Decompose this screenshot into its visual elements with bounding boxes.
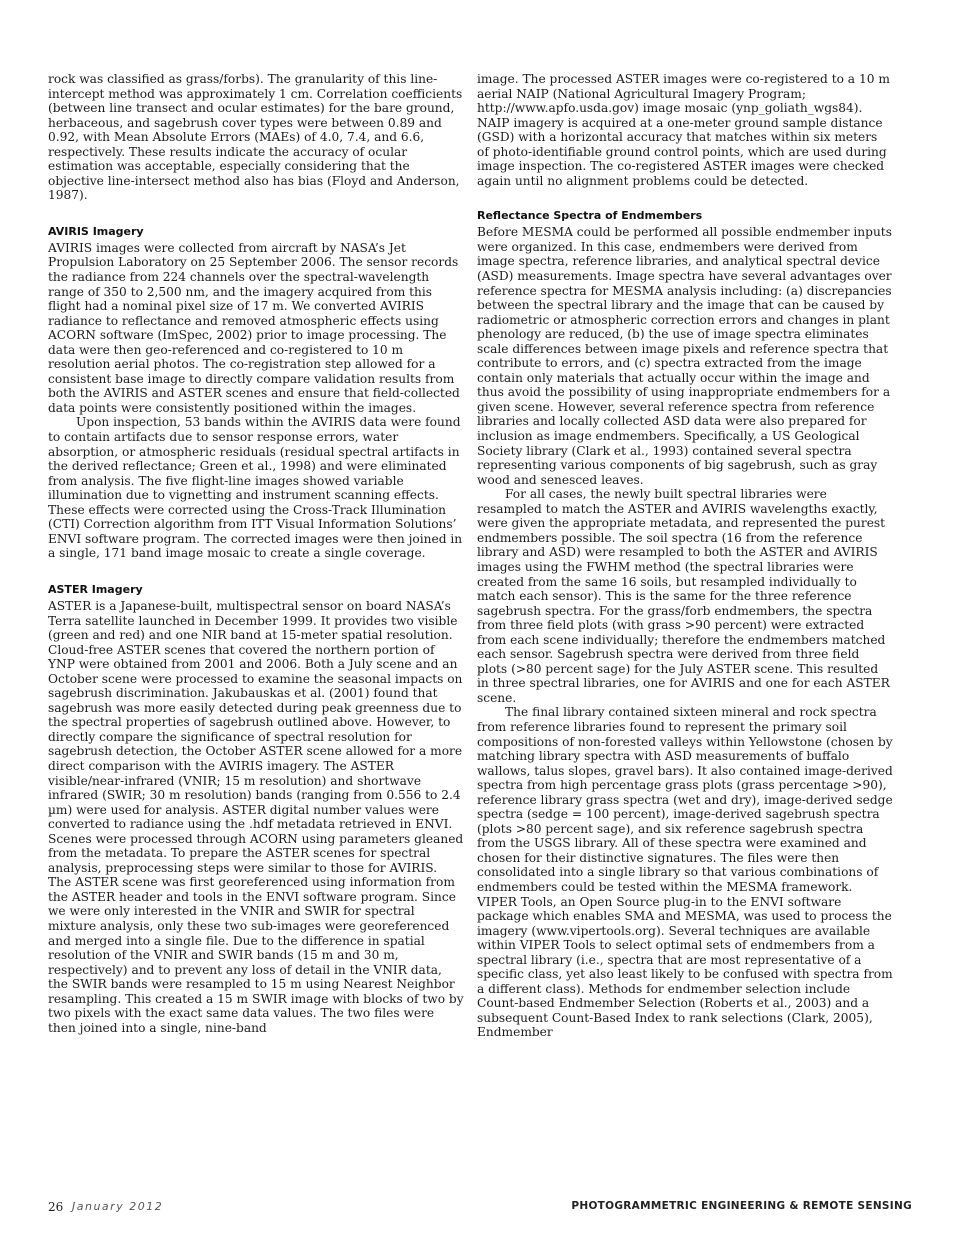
heading-aviris-imagery: AVIRIS Imagery (48, 224, 144, 238)
paragraph-intro-right: image. The processed ASTER images were co-registered to a 10 m aerial NAIP (National Agricultural Imagery Program; http://www.apfo.usda.gov) image mosaic (ynp_goliath_wgs84). NAIP imagery is acquired at a one-meter ground sample distance (GSD) with a horizontal accuracy that matches within six meters of photo-identifiable ground control points, which are used during image inspection. The co-registered ASTER images were checked again until no alignment problems could be detected. (477, 72, 890, 188)
issue-date: January 2012 (72, 1200, 164, 1213)
paragraph-reflectance-3: The final library contained sixteen mineral and rock spectra from reference libraries found to represent the primary soil compositions of non-forested valleys within Yellowstone (chosen by matching library spectra with ASD measurements of buffalo wallows, talus slopes, gravel bars). It also contained image-derived spectra from high percentage grass plots (grass percentage >90), reference library grass spectra (wet and dry), image-derived sedge spectra (sedge = 100 percent), image-derived sagebrush spectra (plots >80 percent sage), and six reference sagebrush spectra from the USGS library. All of these spectra were examined and chosen for their distinctive signatures. The files were then consolidated into a single library so that various combinations of endmembers could be tested within the MESMA framework. VIPER Tools, an Open Source plug-in to the ENVI software package which enables SMA and MESMA, was used to process the imagery (www.vipertools.org). Several techniques are available within VIPER Tools to select optimal sets of endmembers from a spectral library (i.e., spectra that are most representative of a specific class, yet also least likely to be confused with spectra from a different class). Methods for endmember selection include Count-based Endmember Selection (Roberts et al., 2003) and a subsequent Count-Based Index to rank selections (Clark, 2005), Endmember (477, 705, 893, 1040)
heading-aster-imagery: ASTER Imagery (48, 582, 143, 596)
journal-title: PHOTOGRAMMETRIC ENGINEERING & REMOTE SENSING (571, 1200, 912, 1212)
right-column (477, 72, 893, 1040)
paragraph-reflectance-1: Before MESMA could be performed all possible endmember inputs were organized. In this case, endmembers were derived from image spectra, reference libraries, and analytical spectral device (ASD) measurements. Image spectra have several advantages over reference spectra for MESMA analysis including: (a) discrepancies between the spectral library and the image that can be caused by radiometric or atmospheric correction errors and changes in plant phenology are reduced, (b) the use of image spectra eliminates scale differences between image pixels and reference spectra that contribute to errors, and (c) spectra extracted from the image contain only materials that actually occur within the image and thus avoid the possibility of using inappropriate endmembers for a given scene. However, several reference spectra from reference libraries and locally collected ASD data were also prepared for inclusion as image endmembers. Specifically, a US Geological Society library (Clark et al., 1993) contained several spectra representing various components of big sagebrush, such as gray wood and senesced leaves. (477, 225, 892, 487)
paragraph-aster-1: ASTER is a Japanese-built, multispectral sensor on board NASA’s Terra satellite launched in December 1999. It provides two visible (green and red) and one NIR band at 15-meter spatial resolution. Cloud-free ASTER scenes that covered the northern portion of YNP were obtained from 2001 and 2006. Both a July scene and an October scene were processed to examine the seasonal impacts on sagebrush discrimination. Jakubauskas et al. (2001) found that sagebrush was more easily detected during peak greenness due to the spectral properties of sagebrush outlined above. However, to directly compare the significance of spectral resolution for sagebrush detection, the October ASTER scene allowed for a more direct comparison with the AVIRIS imagery. The ASTER visible/near-infrared (VNIR; 15 m resolution) and shortwave infrared (SWIR; 30 m resolution) bands (ranging from 0.556 to 2.4 µm) were used for analysis. ASTER digital number values were converted to radiance using the .hdf metadata retrieved in ENVI. Scenes were processed through ACORN using parameters gleaned from the metadata. To prepare the ASTER scenes for spectral analysis, preprocessing steps were similar to those for AVIRIS. The ASTER scene was first georeferenced using information from the ASTER header and tools in the ENVI software program. Since we were only interested in the VNIR and SWIR for spectral mixture analysis, only these two sub-images were georeferenced and merged into a single file. Due to the difference in spatial resolution of the VNIR and SWIR bands (15 m and 30 m, respectively) and to prevent any loss of detail in the VNIR data, the SWIR bands were resampled to 15 m using Nearest Neighbor resampling. This created a 15 m SWIR image with blocks of two by two pixels with the exact same data values. The two files were then joined into a single, nine-band (48, 598, 464, 1035)
left-column (48, 72, 464, 1035)
paragraph-aviris-2: Upon inspection, 53 bands within the AVIRIS data were found to contain artifacts due to sensor response errors, water absorption, or atmospheric residuals (residual spectral artifacts in the derived reflectance; Green et al., 1998) and were eliminated from analysis. The five flight-line images showed variable illumination due to vignetting and instrument scanning effects. These effects were corrected using the Cross-Track Illumination (CTI) Correction algorithm from ITT Visual Information Solutions’ ENVI software program. The corrected images were then joined in a single, 171 band image mosaic to create a single coverage. (48, 415, 463, 561)
paragraph-aviris-1: AVIRIS images were collected from aircraft by NASA’s Jet Propulsion Laboratory on 25 September 2006. The sensor records the radiance from 224 channels over the spectral-wavelength range of 350 to 2,500 nm, and the imagery acquired from this flight had a nominal pixel size of 17 m. We converted AVIRIS radiance to reflectance and removed atmospheric effects using ACORN software (ImSpec, 2002) prior to image processing. The data were then geo-referenced and co-registered to 10 m resolution aerial photos. The co-registration step allowed for a consistent base image to directly compare validation results from both the AVIRIS and ASTER scenes and ensure that field-collected data points were consistently positioned within the images. (48, 240, 460, 415)
page-footer (48, 1200, 912, 1216)
paragraph-intro-left: rock was classified as grass/forbs). The granularity of this line-intercept method was approximately 1 cm. Correlation coefficients (between line transect and ocular estimates) for the bare ground, herbaceous, and sagebrush cover types were between 0.89 and 0.92, with Mean Absolute Errors (MAEs) of 4.0, 7.4, and 6.6, respectively. These results indicate the accuracy of ocular estimation was acceptable, especially considering that the objective line-intersect method also has bias (Floyd and Anderson, 1987). (48, 72, 463, 203)
paragraph-reflectance-2: For all cases, the newly built spectral libraries were resampled to match the ASTER and AVIRIS wavelengths exactly, were given the appropriate metadata, and represented the purest endmembers possible. The soil spectra (16 from the reference library and ASD) were resampled to both the ASTER and AVIRIS images using the FWHM method (the spectral libraries were created from the same 16 soils, but resampled individually to match each sensor). This is the same for the three reference sagebrush spectra. For the grass/forb endmembers, the spectra from three field plots (with grass >90 percent) were extracted from each scene individually; therefore the endmembers matched each sensor. Sagebrush spectra were derived from three field plots (>80 percent sage) for the July ASTER scene. This resulted in three spectral libraries, one for AVIRIS and one for each ASTER scene. (477, 487, 890, 705)
heading-reflectance-spectra: Reflectance Spectra of Endmembers (477, 209, 703, 223)
page-number: 26 (48, 1200, 64, 1214)
